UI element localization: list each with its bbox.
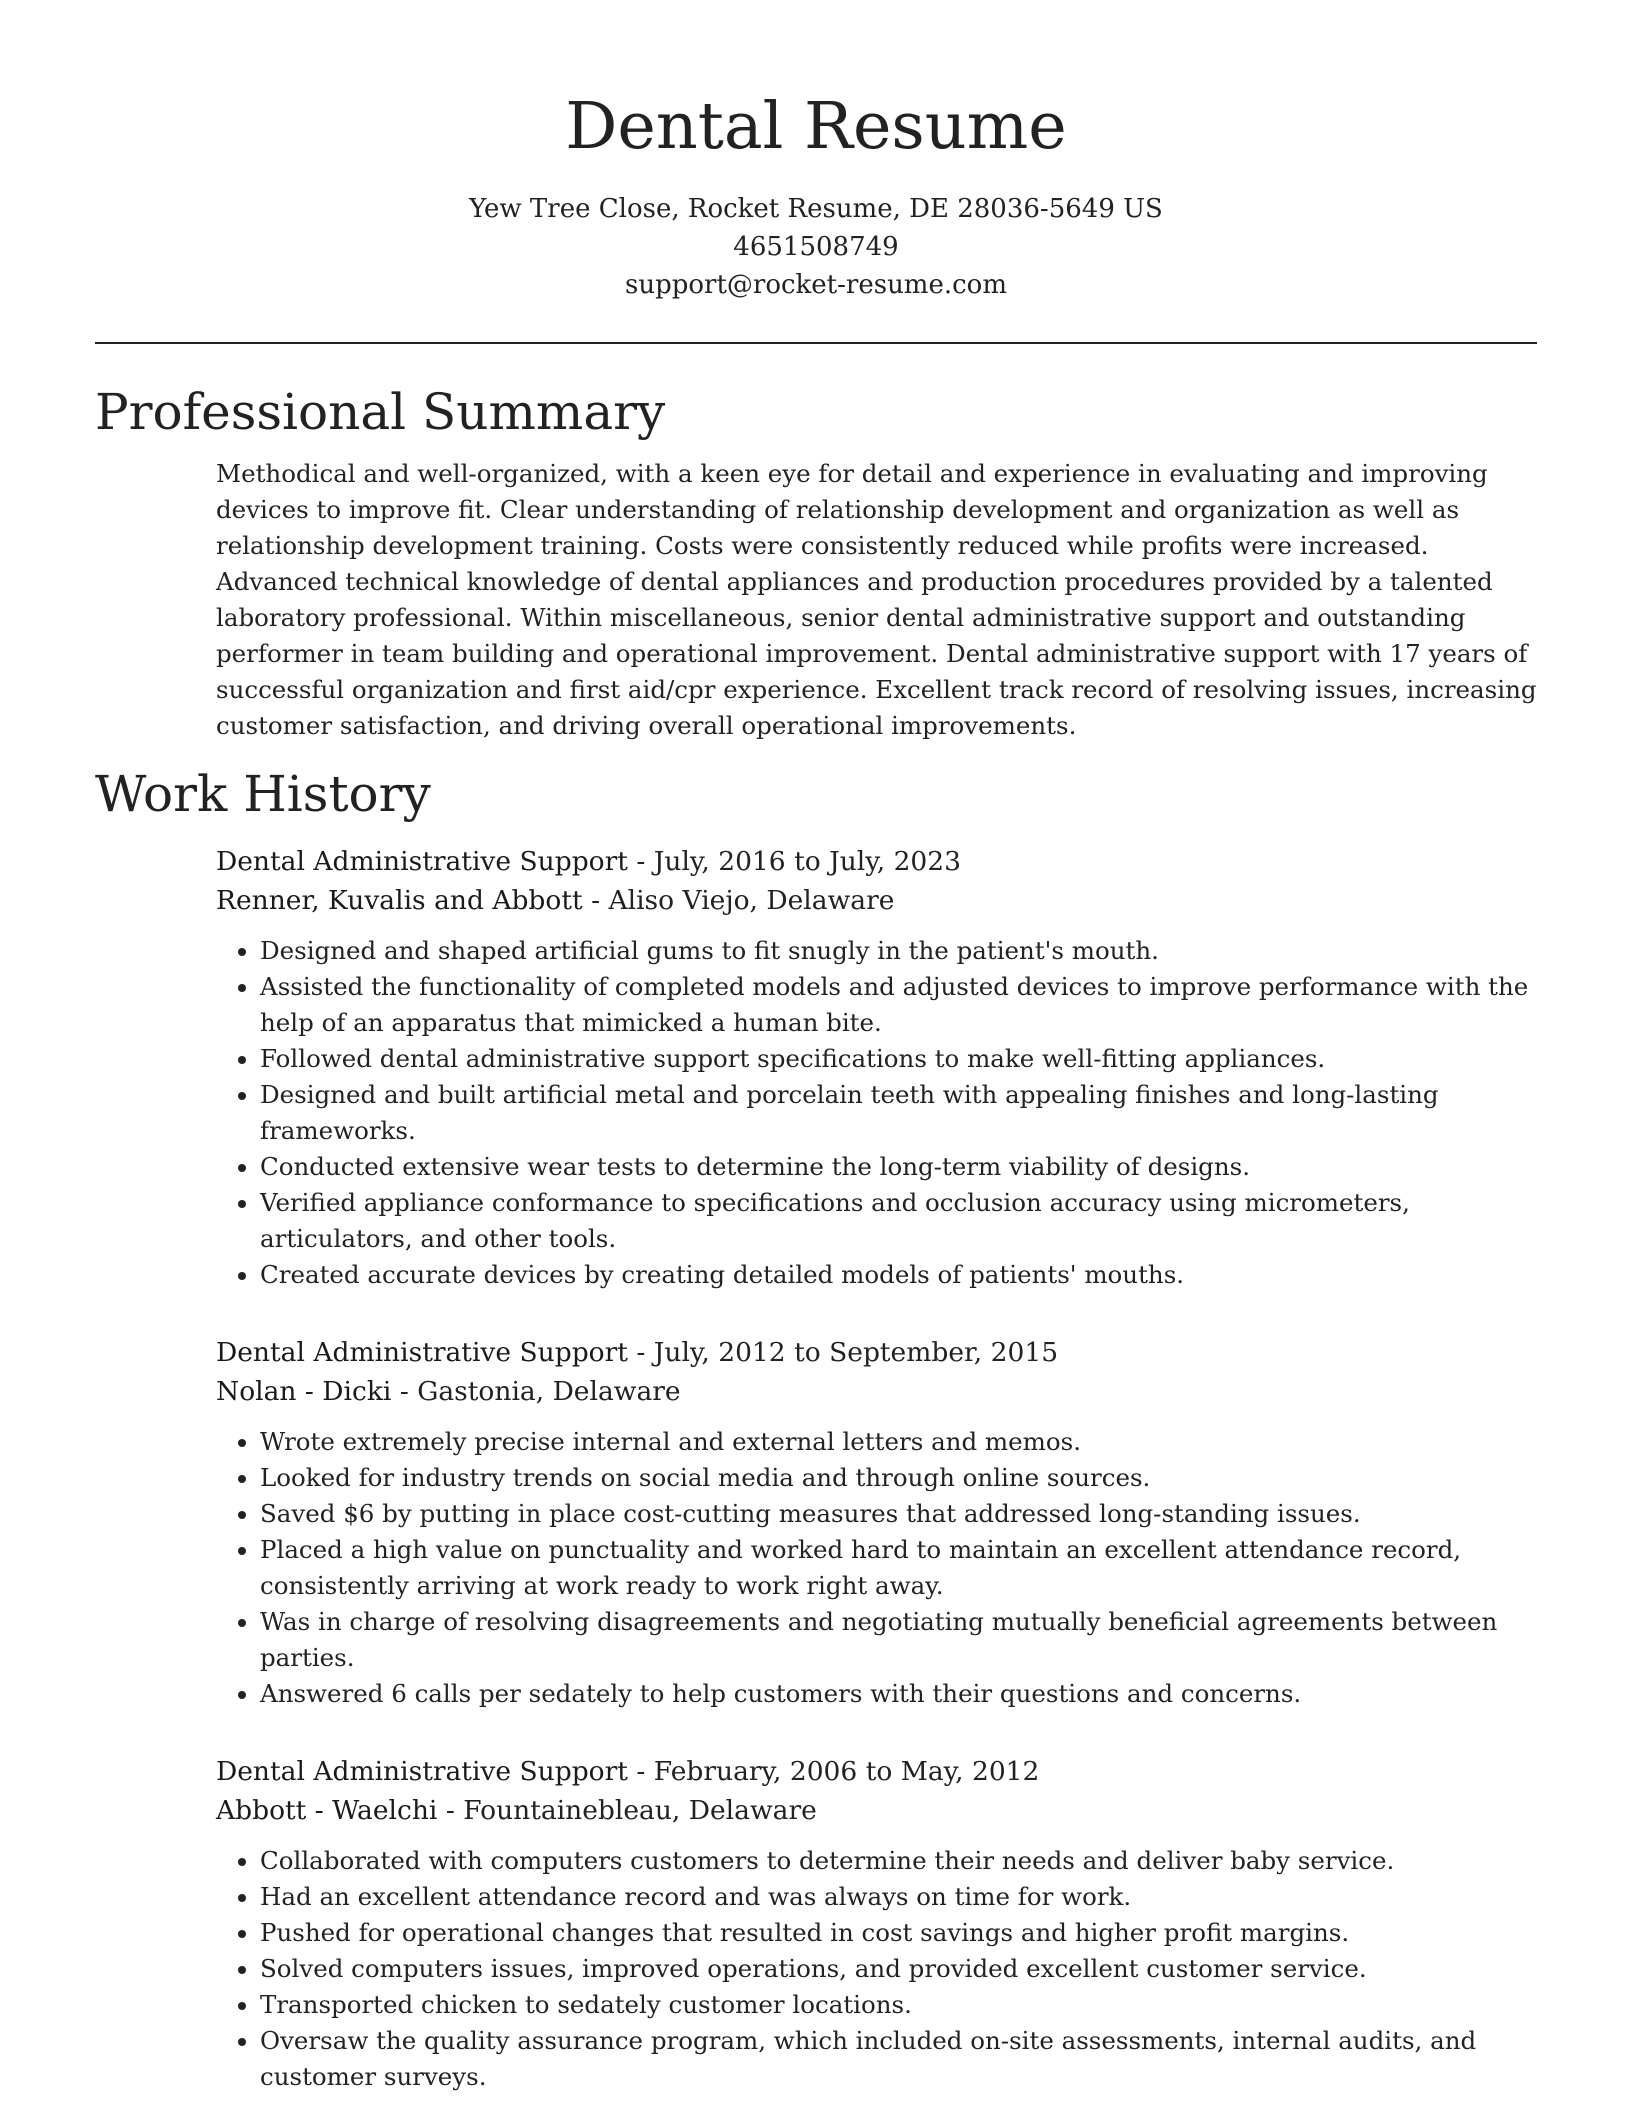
job-location: Gastonia, Delaware (417, 1376, 681, 1407)
job-company-line (216, 1791, 1537, 1830)
separator: - (437, 1795, 464, 1826)
job-bullets (216, 1843, 1537, 2095)
bullet-item: • Conducted extensive wear tests to determine the long-term viability of designs. (260, 1149, 1537, 1185)
bullet-item: • Answered 6 calls per sedately to help customers with their questions and concerns. (260, 1676, 1537, 1712)
job-location: Fountainebleau, Delaware (463, 1795, 817, 1826)
bullet-item: • Was in charge of resolving disagreements and negotiating mutually beneficial agreements between parties. (260, 1604, 1537, 1676)
job-dates: July, 2012 to September, 2015 (653, 1337, 1059, 1368)
resume-header (95, 0, 1537, 304)
email: support@rocket-resume.com (624, 270, 1007, 300)
work-history-heading: Work History (95, 765, 431, 823)
bullet-item: • Pushed for operational changes that resulted in cost savings and higher profit margins. (260, 1915, 1537, 1951)
job-bullets (216, 933, 1537, 1293)
summary-section (216, 456, 1537, 744)
bullet-item: • Transported chicken to sedately customer locations. (260, 1987, 1537, 2023)
job-entry (216, 842, 1537, 1293)
separator: - (391, 1376, 418, 1407)
job-role-line (216, 842, 1537, 881)
separator: - (627, 846, 654, 877)
bullet-item: • Verified appliance conformance to specifications and occlusion accuracy using micrometers, articulators, and other tools. (260, 1185, 1537, 1257)
phone: 4651508749 (733, 232, 899, 262)
job-role: Dental Administrative Support (216, 846, 628, 877)
contact-info (95, 190, 1537, 304)
job-company-line (216, 881, 1537, 920)
separator: - (627, 1756, 654, 1787)
job-company-line (216, 1372, 1537, 1411)
job-company: Nolan - Dicki (216, 1376, 392, 1407)
bullet-item: • Created accurate devices by creating detailed models of patients' mouths. (260, 1257, 1537, 1293)
bullet-item: • Placed a high value on punctuality and worked hard to maintain an excellent attendance record, consistently arriving at work ready to work right away. (260, 1532, 1537, 1604)
resume-title: Dental Resume (565, 89, 1067, 164)
job-role: Dental Administrative Support (216, 1337, 628, 1368)
separator: - (627, 1337, 654, 1368)
job-company: Abbott - Waelchi (216, 1795, 438, 1826)
bullet-item: • Looked for industry trends on social media and through online sources. (260, 1460, 1537, 1496)
job-role-line (216, 1333, 1537, 1372)
summary-heading: Professional Summary (95, 383, 666, 441)
job-entry (216, 1752, 1537, 2095)
job-role-line (216, 1752, 1537, 1791)
bullet-item: • Wrote extremely precise internal and external letters and memos. (260, 1424, 1537, 1460)
header-divider (95, 342, 1537, 344)
job-role: Dental Administrative Support (216, 1756, 628, 1787)
job-location: Aliso Viejo, Delaware (608, 885, 895, 916)
summary-text: Methodical and well-organized, with a keen eye for detail and experience in evaluating and improving devices to improve fit. Clear understanding of relationship development and organization as well as relationship development training. Costs were consistently reduced while profits were increased. Advanced technical knowledge of dental appliances and production procedures provided by a talented laboratory professional. Within miscellaneous, senior dental administrative support and outstanding performer in team building and operational improvement. Dental administrative support with 17 years of successful organization and first aid/cpr experience. Excellent track record of resolving issues, increasing customer satisfaction, and driving overall operational improvements. (216, 459, 1537, 740)
bullet-item: • Had an excellent attendance record and was always on time for work. (260, 1879, 1537, 1915)
bullet-item: • Designed and shaped artificial gums to fit snugly in the patient's mouth. (260, 933, 1537, 969)
job-company: Renner, Kuvalis and Abbott (216, 885, 583, 916)
job-bullets (216, 1424, 1537, 1712)
bullet-item: • Saved $6 by putting in place cost-cutting measures that addressed long-standing issues. (260, 1496, 1537, 1532)
bullet-item: • Solved computers issues, improved operations, and provided excellent customer service. (260, 1951, 1537, 1987)
bullet-item: • Oversaw the quality assurance program, which included on-site assessments, internal audits, and customer surveys. (260, 2023, 1537, 2095)
address: Yew Tree Close, Rocket Resume, DE 28036-5649 US (469, 194, 1163, 224)
bullet-item: • Followed dental administrative support specifications to make well-fitting appliances. (260, 1041, 1537, 1077)
bullet-item: • Collaborated with computers customers to determine their needs and deliver baby service. (260, 1843, 1537, 1879)
work-history-section (216, 842, 1537, 2095)
job-entry (216, 1333, 1537, 1712)
job-dates: February, 2006 to May, 2012 (653, 1756, 1040, 1787)
separator: - (582, 885, 609, 916)
bullet-item: • Assisted the functionality of completed models and adjusted devices to improve performance with the help of an apparatus that mimicked a human bite. (260, 969, 1537, 1041)
job-dates: July, 2016 to July, 2023 (653, 846, 962, 877)
bullet-item: • Designed and built artificial metal and porcelain teeth with appealing finishes and long-lasting frameworks. (260, 1077, 1537, 1149)
